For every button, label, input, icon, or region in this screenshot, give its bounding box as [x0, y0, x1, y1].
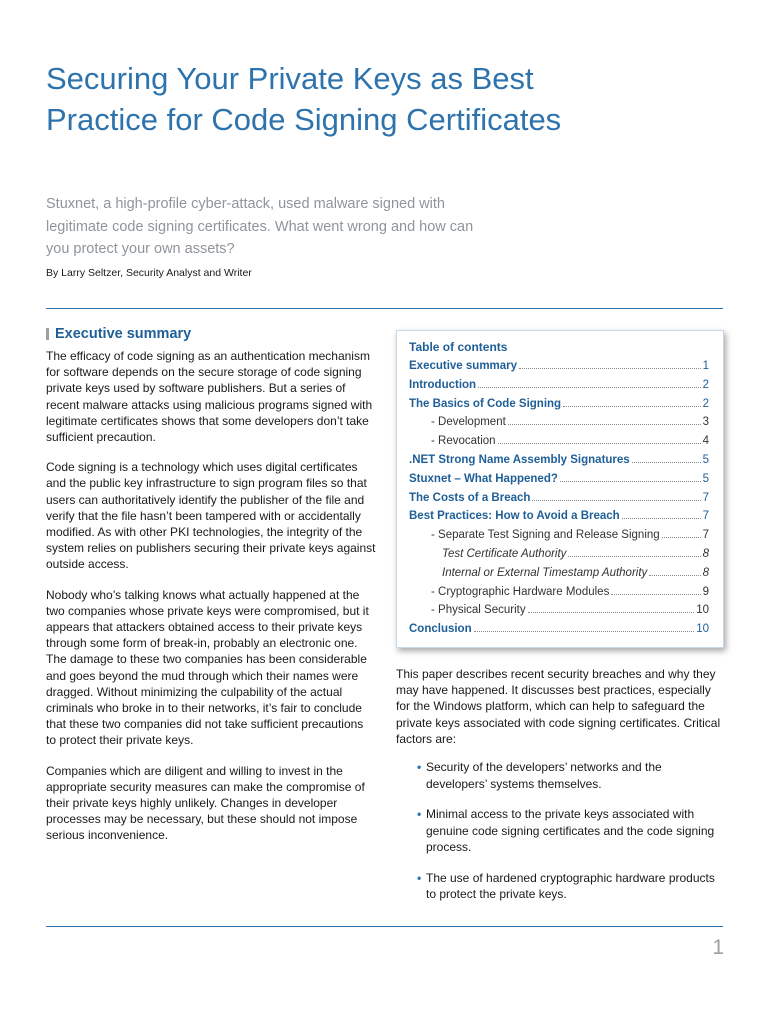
toc-entry-label: Introduction: [409, 378, 477, 391]
page-title: Securing Your Private Keys as Best Practice for Code Signing Certificates: [46, 61, 562, 137]
toc-entry-label: Best Practices: How to Avoid a Breach: [409, 510, 620, 523]
top-divider: [46, 308, 723, 309]
list-item-text: The use of hardened cryptographic hardware products to protect the private keys.: [426, 870, 715, 902]
toc-entry[interactable]: [409, 378, 709, 397]
toc-entry[interactable]: [409, 585, 709, 604]
toc-entry-page: 1: [702, 360, 709, 372]
toc-leader-dots: [563, 397, 701, 407]
toc-entry[interactable]: [409, 491, 709, 510]
list-item-text: Minimal access to the private keys associated with genuine code signing certificates and the code signing process.: [426, 807, 715, 855]
toc-leader-dots: [474, 622, 695, 632]
toc-title: Table of contents: [409, 340, 508, 354]
bottom-divider: [46, 926, 723, 927]
toc-entry-page: 10: [696, 604, 709, 617]
executive-summary-section: [46, 326, 376, 858]
toc-leader-dots: [508, 415, 701, 425]
toc-list: [409, 359, 709, 641]
toc-entry-page: 5: [702, 472, 709, 485]
executive-summary-heading: [46, 326, 376, 342]
author-byline: By Larry Seltzer, Security Analyst and Writer: [46, 267, 252, 279]
toc-entry[interactable]: [409, 528, 709, 547]
toc-entry[interactable]: [409, 622, 709, 641]
toc-entry-label: - Revocation: [431, 435, 496, 448]
bullet-icon: •: [417, 807, 422, 822]
toc-entry-page: 5: [702, 453, 709, 466]
toc-leader-dots: [528, 603, 695, 613]
heading-bar-icon: [46, 328, 49, 340]
toc-entry-page: 8: [702, 566, 709, 579]
toc-entry-label: Conclusion: [409, 623, 472, 636]
toc-entry-page: 2: [702, 397, 709, 410]
toc-entry-label: Test Certificate Authority: [442, 547, 567, 560]
toc-entry-label: - Development: [431, 416, 506, 429]
toc-entry-page: 4: [702, 435, 709, 448]
critical-factors-list: [396, 759, 722, 903]
executive-summary-heading-text: Executive summary: [55, 326, 192, 342]
toc-entry-label: Stuxnet – What Happened?: [409, 472, 558, 485]
intro-paragraph: This paper describes recent security breaches and why they may have happened. It discusses best practices, especially for the Windows platform, which can help to safeguard the private keys associated with code signing certificates. Critical factors are:: [396, 667, 721, 746]
list-item: [396, 759, 722, 792]
toc-entry-label: The Costs of a Breach: [409, 491, 531, 504]
toc-leader-dots: [498, 434, 701, 444]
toc-entry-page: 2: [702, 378, 709, 391]
toc-entry[interactable]: [409, 509, 709, 528]
page-number: 1: [712, 936, 724, 959]
list-item: [396, 806, 722, 856]
list-item-text: Security of the developers’ networks and the developers’ systems themselves.: [426, 760, 662, 791]
toc-entry[interactable]: [409, 415, 709, 434]
toc-entry[interactable]: [409, 453, 709, 472]
toc-entry[interactable]: [409, 359, 709, 378]
toc-leader-dots: [611, 585, 700, 595]
summary-paragraph: Companies which are diligent and willing to invest in the appropriate security measures can make the compromise of their private keys highly unlikely. Changes in developer processes may be necessary, but these should not impose serious inconvenience.: [46, 763, 365, 843]
toc-entry-page: 7: [702, 491, 709, 504]
toc-entry-label: .NET Strong Name Assembly Signatures: [409, 453, 630, 466]
toc-entry-label: The Basics of Code Signing: [409, 397, 562, 410]
toc-leader-dots: [568, 547, 700, 557]
toc-entry[interactable]: [409, 472, 709, 491]
list-item: [396, 870, 722, 903]
toc-entry-page: 3: [702, 416, 709, 429]
summary-paragraph: Code signing is a technology which uses digital certificates and the public key infrastructure to sign program files so that users can authoritatively identify the publisher of the file and verify that the file hasn’t been tampered with or accidentally modified. As with other PKI technologies, the integrity of the system relies on publishers securing their private keys against outside access.: [46, 460, 376, 572]
toc-leader-dots: [560, 472, 701, 482]
table-of-contents: [396, 330, 724, 648]
toc-entry-page: 10: [696, 623, 709, 636]
summary-paragraph: Nobody who’s talking knows what actually happened at the two companies whose private keys were compromised, but it appears that attackers obtained access to their private keys through some form of break-in, probably an electronic one. The damage to these two companies has been considerable and goes beyond the mud through which their names were dragged. Without minimizing the culpability of the actual criminals who broke in to their networks, it’s fair to conclude that these two companies did not take sufficient precautions to protect their private keys.: [46, 587, 369, 748]
summary-paragraph: The efficacy of code signing as an authentication mechanism for software depends on the secure storage of code signing private keys used by software publishers. But a series of recent malware attacks using malicious programs signed with legitimate certificates shows that some developers don’t take sufficient precaution.: [46, 349, 373, 445]
toc-entry[interactable]: [409, 547, 709, 566]
bullet-icon: •: [417, 870, 422, 885]
toc-leader-dots: [478, 378, 701, 388]
toc-leader-dots: [662, 528, 701, 538]
toc-entry-label: - Separate Test Signing and Release Signing: [431, 529, 660, 542]
toc-entry-label: - Cryptographic Hardware Modules: [431, 585, 610, 598]
toc-entry-page: 9: [702, 585, 709, 598]
intro-section: [396, 666, 722, 917]
toc-entry-page: 8: [702, 547, 709, 560]
toc-entry[interactable]: [409, 397, 709, 416]
toc-entry-label: - Physical Security: [431, 604, 526, 617]
toc-entry-page: 7: [702, 510, 709, 523]
toc-leader-dots: [532, 491, 700, 501]
toc-entry-label: Internal or External Timestamp Authority: [442, 566, 648, 579]
toc-entry[interactable]: [409, 603, 709, 622]
toc-entry[interactable]: [409, 434, 709, 453]
toc-entry[interactable]: [409, 566, 709, 585]
toc-leader-dots: [622, 509, 701, 519]
toc-entry-label: Executive summary: [409, 360, 518, 372]
toc-leader-dots: [632, 453, 701, 463]
bullet-icon: •: [417, 760, 422, 775]
toc-leader-dots: [649, 566, 700, 576]
toc-leader-dots: [519, 359, 701, 369]
toc-entry-page: 7: [702, 529, 709, 542]
page-subtitle: Stuxnet, a high-profile cyber-attack, used malware signed with legitimate code signing certificates. What went wrong and how can you protect your own assets?: [46, 196, 474, 257]
